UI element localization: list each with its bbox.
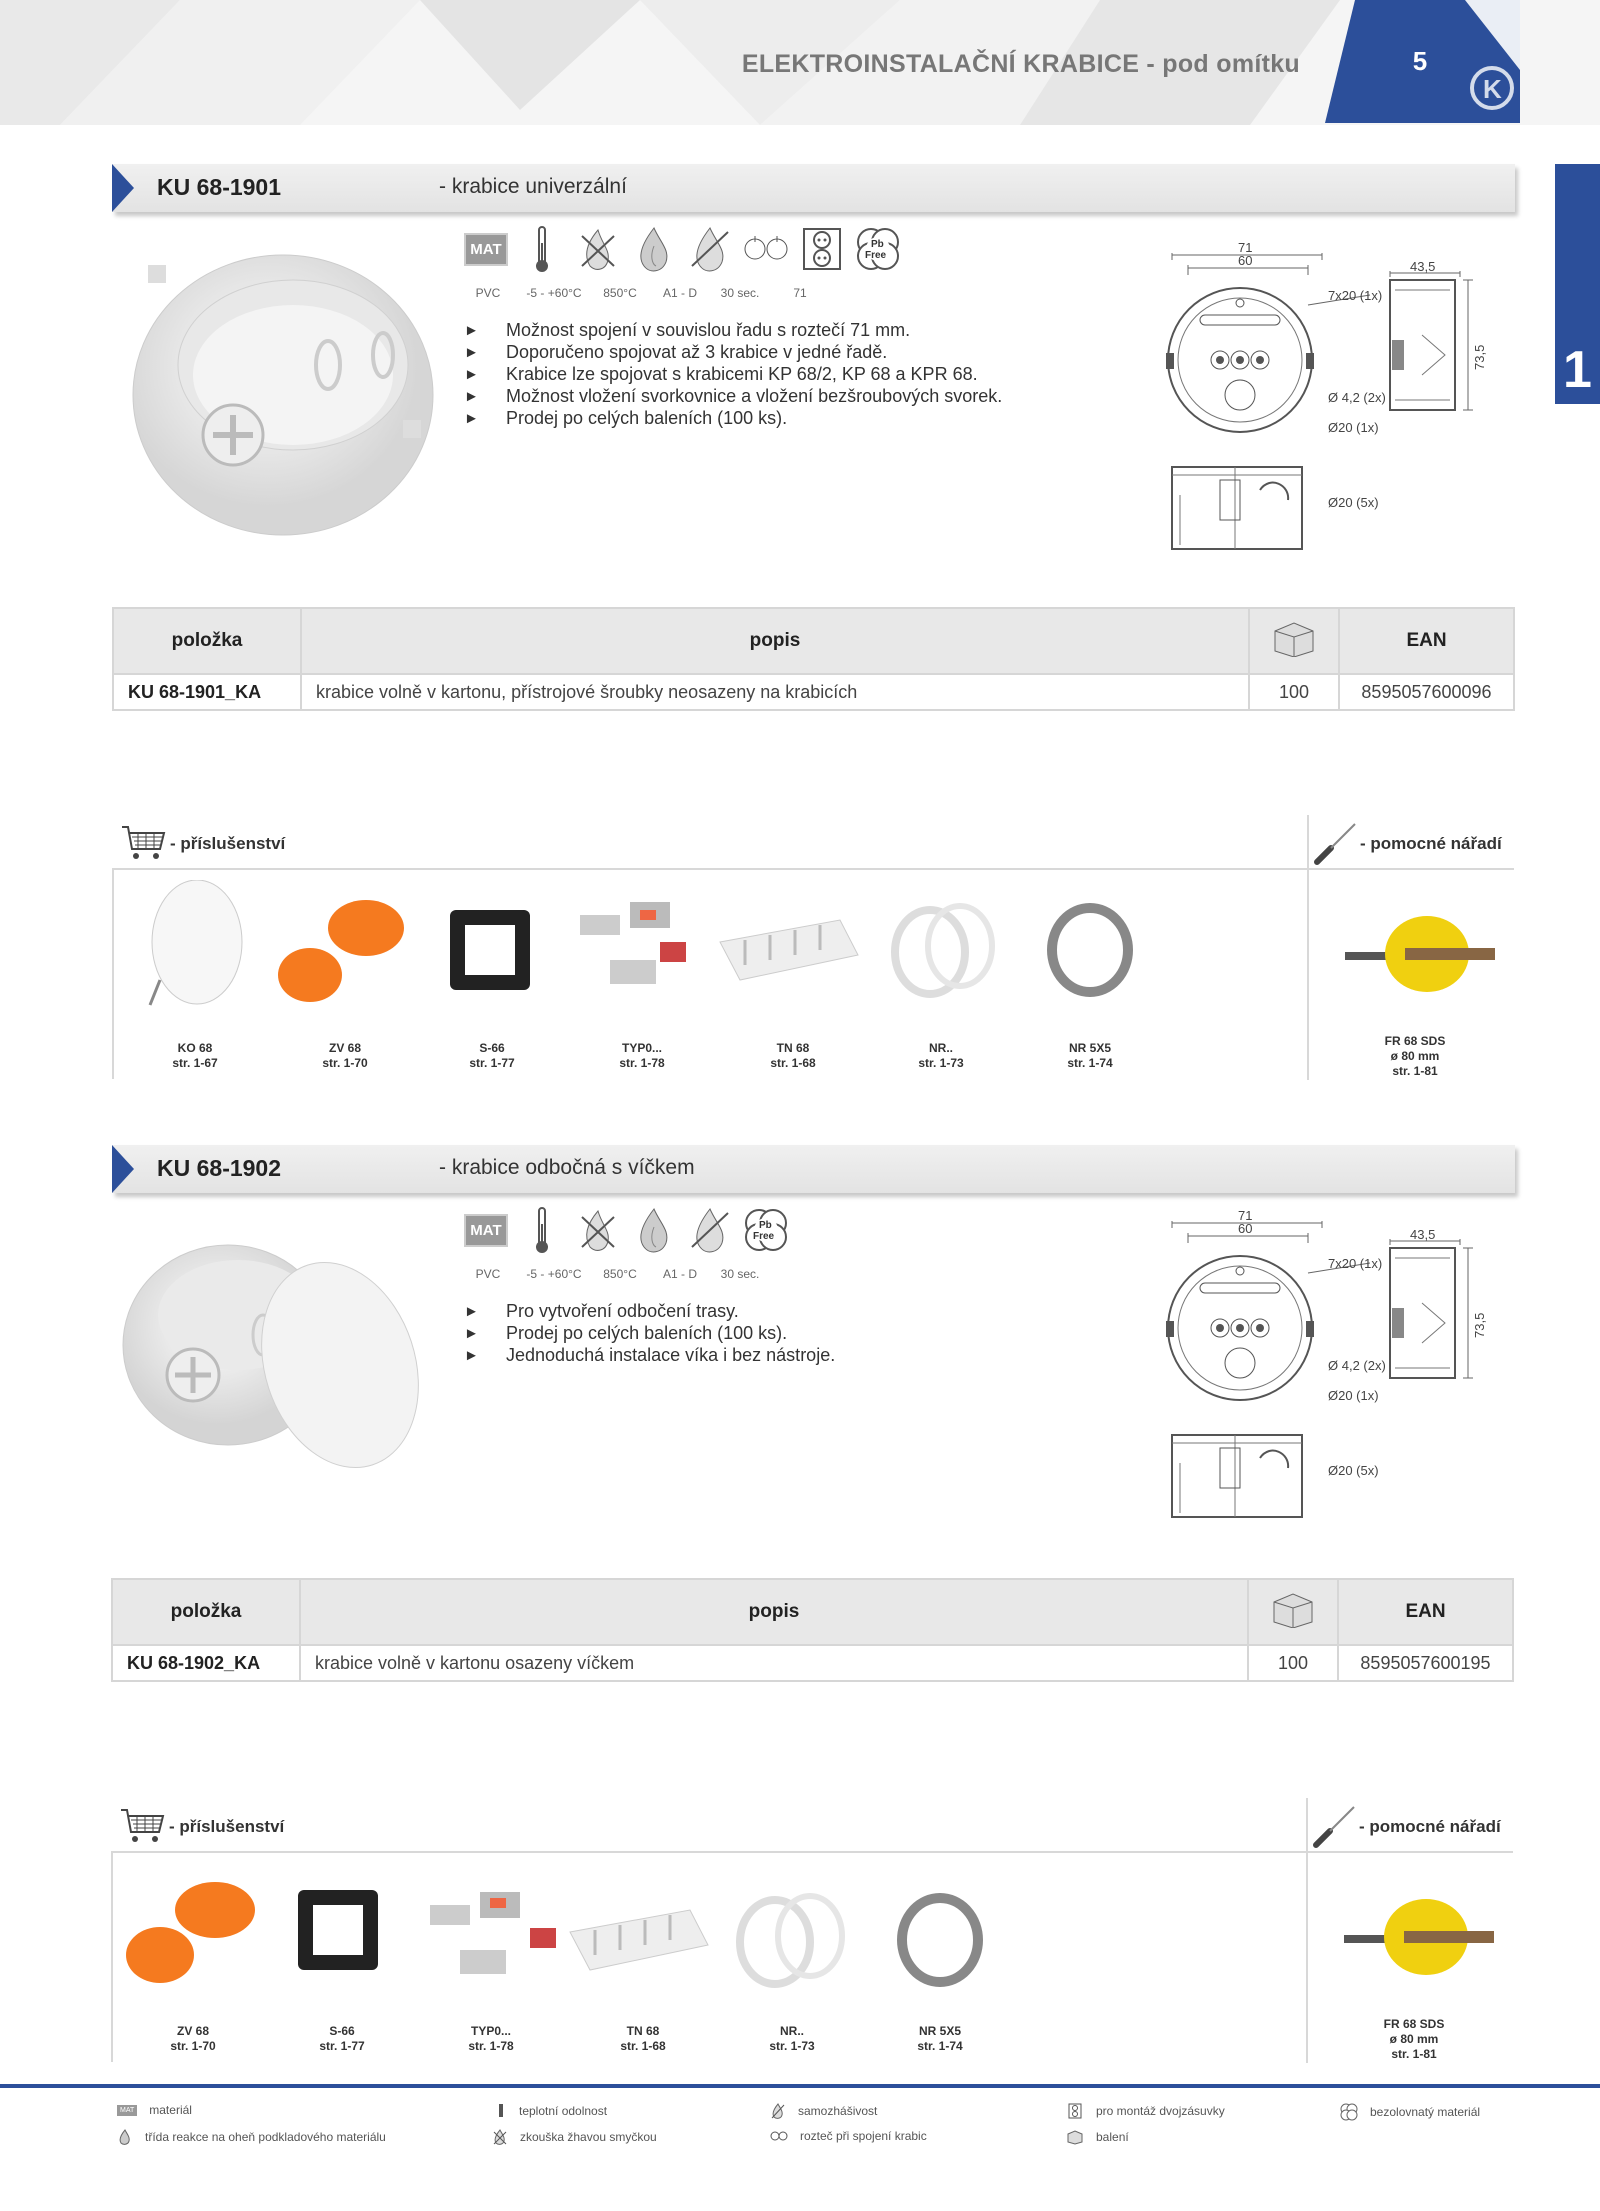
accessory-item[interactable] bbox=[901, 1041, 981, 1071]
box-icon bbox=[1271, 619, 1317, 657]
product-table bbox=[112, 607, 1515, 711]
cart-icon bbox=[120, 823, 166, 861]
self-extinguish-icon bbox=[687, 224, 733, 274]
acc-left-border bbox=[112, 869, 114, 1079]
legend-item bbox=[1066, 2129, 1129, 2145]
product-code: KU 68-1902 bbox=[157, 1155, 282, 1181]
product-arrow-icon bbox=[112, 164, 134, 212]
double-socket-icon bbox=[799, 224, 845, 274]
dim-43-5: 43,5 bbox=[1410, 1227, 1436, 1242]
header-title-sub: - pod omítku bbox=[1139, 50, 1300, 78]
col-desc-header: popis bbox=[300, 1579, 1248, 1645]
dim-hole-7x20: 7x20 (1x) bbox=[1328, 288, 1383, 303]
zv68-image bbox=[126, 1882, 255, 1983]
accessory-item[interactable] bbox=[153, 2024, 233, 2054]
dim-73-5: 73,5 bbox=[1472, 1312, 1487, 1338]
legend-item bbox=[497, 2103, 607, 2119]
pb-free-icon bbox=[1340, 2103, 1358, 2121]
tn68-image bbox=[720, 920, 858, 980]
accessory-item[interactable] bbox=[305, 1041, 385, 1071]
temperature-label: -5 - +60°C bbox=[526, 1267, 582, 1281]
accessory-ref: str. 1-73 bbox=[918, 1056, 964, 1070]
tool-item[interactable] bbox=[1365, 1034, 1465, 1079]
accessory-ref: str. 1-68 bbox=[770, 1056, 816, 1070]
col-package-header bbox=[1248, 1579, 1338, 1645]
product-bar bbox=[112, 164, 1515, 212]
self-extinguish-label: 30 sec. bbox=[720, 286, 760, 300]
legend-label: zkouška žhavou smyčkou bbox=[520, 2130, 657, 2144]
accessory-item[interactable] bbox=[451, 2024, 531, 2054]
col-item-header: položka bbox=[113, 608, 301, 674]
legend-item bbox=[492, 2129, 657, 2145]
dim-hole-4-2: Ø 4,2 (2x) bbox=[1328, 1358, 1386, 1373]
tn68-image bbox=[570, 1910, 708, 1970]
thermometer-icon bbox=[519, 224, 565, 274]
thermometer-icon bbox=[519, 1205, 565, 1255]
legend-label: rozteč při spojení krabic bbox=[800, 2129, 927, 2143]
s66-image bbox=[298, 1890, 378, 1970]
feature-item: ► Krabice lze spojovat s krabicemi KP 68/2, KP 68 a KPR 68. bbox=[464, 363, 1084, 385]
col-desc-header: popis bbox=[301, 608, 1249, 674]
tools-label: - pomocné nářadí bbox=[1359, 1817, 1501, 1836]
accessory-name: NR.. bbox=[929, 1041, 953, 1055]
feature-item: ► Pro vytvoření odbočení trasy. bbox=[464, 1300, 1084, 1322]
fr68-image bbox=[1344, 1883, 1494, 1993]
accessory-name: NR 5X5 bbox=[918, 2024, 962, 2038]
tool-name: FR 68 SDS bbox=[1384, 1034, 1446, 1048]
mat-badge: MAT bbox=[464, 1214, 507, 1247]
product-table bbox=[111, 1578, 1514, 1682]
nr5x5-image bbox=[1052, 908, 1128, 992]
accessory-name: TN 68 bbox=[626, 2024, 660, 2038]
legend-item bbox=[117, 2103, 192, 2117]
self-extinguish-label: 30 sec. bbox=[720, 1267, 760, 1281]
flammability-label: A1 - D bbox=[662, 1267, 697, 1281]
product-name: - krabice univerzální bbox=[439, 175, 627, 198]
acc-left-border bbox=[111, 1852, 113, 2062]
flammability-label: A1 - D bbox=[662, 286, 697, 300]
accessory-ref: str. 1-77 bbox=[469, 1056, 515, 1070]
accessories-label: - příslušenství bbox=[170, 834, 286, 853]
accessory-name: NR.. bbox=[780, 2024, 804, 2038]
nr-image bbox=[895, 906, 992, 994]
accessory-name: ZV 68 bbox=[328, 1041, 361, 1055]
footer-rule bbox=[0, 2084, 1600, 2088]
product-arrow-icon bbox=[112, 1145, 134, 1193]
accessory-ref: str. 1-73 bbox=[769, 2039, 815, 2053]
cell-qty: 100 bbox=[1249, 674, 1339, 710]
cart-icon bbox=[119, 1806, 165, 1844]
legend-item bbox=[770, 2129, 927, 2143]
accessory-ref: str. 1-67 bbox=[172, 1056, 218, 1070]
col-item-header: položka bbox=[112, 1579, 300, 1645]
nr-image bbox=[740, 1896, 842, 1984]
accessory-name: S-66 bbox=[329, 2024, 355, 2038]
page-number: 5 bbox=[1412, 46, 1428, 76]
legend-label: pro montáž dvojzásuvky bbox=[1096, 2104, 1225, 2118]
legend-label: materiál bbox=[149, 2103, 192, 2117]
chapter-number: 1 bbox=[1563, 341, 1592, 399]
col-ean-header: EAN bbox=[1338, 1579, 1513, 1645]
accessory-item[interactable] bbox=[452, 1041, 532, 1071]
feature-item: ► Možnost vložení svorkovnice a vložení bezšroubových svorek. bbox=[464, 385, 1084, 407]
table-row bbox=[113, 674, 1514, 710]
material-icon: MAT bbox=[117, 2105, 137, 2116]
legend-item bbox=[770, 2103, 877, 2119]
tool-item[interactable] bbox=[1364, 2017, 1464, 2062]
legend-item bbox=[117, 2129, 386, 2145]
page-header-title bbox=[600, 50, 1300, 79]
accessory-ref: str. 1-77 bbox=[319, 2039, 365, 2053]
accessory-name: TN 68 bbox=[776, 1041, 810, 1055]
legend-label: teplotní odolnost bbox=[519, 2104, 608, 2118]
dim-71: 71 bbox=[1238, 240, 1253, 255]
cell-item: KU 68-1902_KA bbox=[112, 1645, 300, 1681]
table-row bbox=[112, 1645, 1513, 1681]
legend-label: třída reakce na oheň podkladového materiálu bbox=[145, 2130, 386, 2144]
tool-ref: str. 1-81 bbox=[1391, 2047, 1437, 2061]
accessory-name: KO 68 bbox=[177, 1041, 213, 1055]
legend-label: balení bbox=[1096, 2130, 1129, 2144]
material-icon bbox=[463, 1205, 509, 1255]
product-code: KU 68-1901 bbox=[157, 174, 282, 200]
dim-hole-20-5: Ø20 (5x) bbox=[1328, 495, 1379, 510]
flame-icon bbox=[117, 2129, 133, 2145]
legend-label: samozhášivost bbox=[798, 2104, 878, 2118]
tools-label: - pomocné nářadí bbox=[1360, 834, 1502, 853]
pb-free-icon bbox=[743, 1205, 789, 1255]
feature-item: ► Jednoduchá instalace víka i bez nástroje. bbox=[464, 1344, 1084, 1366]
legend-item bbox=[1068, 2103, 1225, 2119]
dim-43-5: 43,5 bbox=[1410, 259, 1436, 274]
accessory-item[interactable] bbox=[752, 2024, 832, 2054]
accessory-ref: str. 1-68 bbox=[620, 2039, 666, 2053]
self-extinguish-icon bbox=[770, 2103, 786, 2119]
svg-text:Pb: Pb bbox=[871, 239, 884, 250]
accessory-item[interactable] bbox=[603, 2024, 683, 2054]
glow-wire-icon bbox=[575, 224, 621, 274]
svg-text:Pb: Pb bbox=[759, 1220, 772, 1231]
accessory-name: TYP0... bbox=[621, 1041, 662, 1055]
accessory-name: TYP0... bbox=[470, 2024, 511, 2038]
glow-wire-icon bbox=[492, 2129, 508, 2145]
icon-row bbox=[463, 1205, 789, 1255]
flame-icon bbox=[631, 224, 677, 274]
dim-71: 71 bbox=[1238, 1208, 1253, 1223]
technical-drawing bbox=[1160, 1203, 1520, 1523]
screwdriver-icon bbox=[1312, 1801, 1358, 1849]
cell-item: KU 68-1901_KA bbox=[113, 674, 301, 710]
product-name: - krabice odbočná s víčkem bbox=[439, 1156, 695, 1179]
feature-item: ► Prodej po celých baleních (100 ks). bbox=[464, 407, 1084, 429]
dim-hole-7x20: 7x20 (1x) bbox=[1328, 1256, 1383, 1271]
tool-size: ø 80 mm bbox=[1390, 1049, 1440, 1063]
legend-label: bezolovnatý materiál bbox=[1370, 2105, 1481, 2119]
material-label: PVC bbox=[475, 1267, 501, 1281]
cell-desc: krabice volně v kartonu, přístrojové šroubky neosazeny na krabicích bbox=[301, 674, 1249, 710]
accessory-name: S-66 bbox=[479, 1041, 505, 1055]
accessory-item[interactable] bbox=[302, 2024, 382, 2054]
accessory-ref: str. 1-78 bbox=[468, 2039, 514, 2053]
feature-item: ► Doporučeno spojovat až 3 krabice v jedné řadě. bbox=[464, 341, 1084, 363]
product-bar bbox=[112, 1145, 1515, 1193]
accessory-ref: str. 1-78 bbox=[619, 1056, 665, 1070]
svg-text:K: K bbox=[1483, 74, 1502, 104]
product-image-box bbox=[118, 235, 438, 545]
accessory-ref: str. 1-70 bbox=[322, 1056, 368, 1070]
tool-name: FR 68 SDS bbox=[1383, 2017, 1445, 2031]
spacing-icon bbox=[770, 2129, 788, 2143]
box-icon bbox=[1270, 1590, 1316, 1628]
acc-divider bbox=[1306, 1798, 1308, 2063]
feature-list bbox=[464, 319, 1084, 429]
pb-free-icon bbox=[855, 224, 901, 274]
material-label: PVC bbox=[475, 286, 501, 300]
tool-ref: str. 1-81 bbox=[1392, 1064, 1438, 1078]
cell-ean: 8595057600195 bbox=[1338, 1645, 1513, 1681]
dim-60: 60 bbox=[1238, 1221, 1253, 1236]
spacing-icon bbox=[743, 224, 789, 274]
cell-qty: 100 bbox=[1248, 1645, 1338, 1681]
ko68-image bbox=[150, 880, 242, 1005]
accessory-images bbox=[120, 1870, 1000, 2015]
screwdriver-icon bbox=[1313, 818, 1359, 866]
s66-image bbox=[450, 910, 530, 990]
material-icon bbox=[463, 224, 509, 274]
accessory-images bbox=[140, 880, 1150, 1025]
feature-item: ► Prodej po celých baleních (100 ks). bbox=[464, 1322, 1084, 1344]
spacing-label: 71 bbox=[793, 286, 807, 300]
box-icon bbox=[1066, 2129, 1084, 2145]
acc-divider bbox=[1307, 815, 1309, 1080]
temperature-label: -5 - +60°C bbox=[526, 286, 582, 300]
accessory-name: NR 5X5 bbox=[1068, 1041, 1112, 1055]
glow-wire-label: 850°C bbox=[603, 1267, 637, 1281]
accessory-item[interactable] bbox=[1050, 1041, 1130, 1071]
nr5x5-image bbox=[902, 1898, 978, 1982]
tool-size: ø 80 mm bbox=[1389, 2032, 1439, 2046]
icon-row bbox=[463, 224, 901, 274]
accessory-item[interactable] bbox=[155, 1041, 235, 1071]
col-ean-header: EAN bbox=[1339, 608, 1514, 674]
double-socket-icon bbox=[1068, 2103, 1082, 2119]
header-title-main: ELEKTROINSTALAČNÍ KRABICE bbox=[741, 50, 1140, 78]
svg-text:Free: Free bbox=[865, 250, 887, 261]
self-extinguish-icon bbox=[687, 1205, 733, 1255]
typ0-image bbox=[430, 1892, 556, 1974]
technical-drawing bbox=[1160, 235, 1520, 555]
accessories-label: - příslušenství bbox=[169, 1817, 285, 1836]
zv68-image bbox=[278, 900, 404, 1002]
svg-text:Free: Free bbox=[753, 1231, 775, 1242]
accessories-header bbox=[111, 1798, 1306, 1853]
accessory-item[interactable] bbox=[900, 2024, 980, 2054]
accessory-ref: str. 1-74 bbox=[917, 2039, 963, 2053]
glow-wire-icon bbox=[575, 1205, 621, 1255]
accessories-header bbox=[112, 815, 1307, 870]
accessory-item[interactable] bbox=[602, 1041, 682, 1071]
feature-list bbox=[464, 1300, 1084, 1366]
legend-item bbox=[1340, 2103, 1480, 2121]
accessory-ref: str. 1-70 bbox=[170, 2039, 216, 2053]
dim-73-5: 73,5 bbox=[1472, 344, 1487, 370]
cell-desc: krabice volně v kartonu osazeny víčkem bbox=[300, 1645, 1248, 1681]
mat-badge: MAT bbox=[464, 233, 507, 266]
dim-hole-20-1: Ø20 (1x) bbox=[1328, 1388, 1379, 1403]
accessory-ref: str. 1-74 bbox=[1067, 1056, 1113, 1070]
feature-item: ► Možnost spojení v souvislou řadu s roztečí 71 mm. bbox=[464, 319, 1084, 341]
thermometer-icon bbox=[497, 2103, 505, 2119]
accessory-item[interactable] bbox=[753, 1041, 833, 1071]
typ0-image bbox=[580, 902, 686, 984]
dim-hole-20-1: Ø20 (1x) bbox=[1328, 420, 1379, 435]
dim-hole-4-2: Ø 4,2 (2x) bbox=[1328, 390, 1386, 405]
dim-hole-20-5: Ø20 (5x) bbox=[1328, 1463, 1379, 1478]
flame-icon bbox=[631, 1205, 677, 1255]
glow-wire-label: 850°C bbox=[603, 286, 637, 300]
col-package-header bbox=[1249, 608, 1339, 674]
accessory-name: ZV 68 bbox=[176, 2024, 209, 2038]
dim-60: 60 bbox=[1238, 253, 1253, 268]
product-image-box bbox=[118, 1235, 438, 1485]
fr68-image bbox=[1345, 900, 1495, 1010]
cell-ean: 8595057600096 bbox=[1339, 674, 1514, 710]
